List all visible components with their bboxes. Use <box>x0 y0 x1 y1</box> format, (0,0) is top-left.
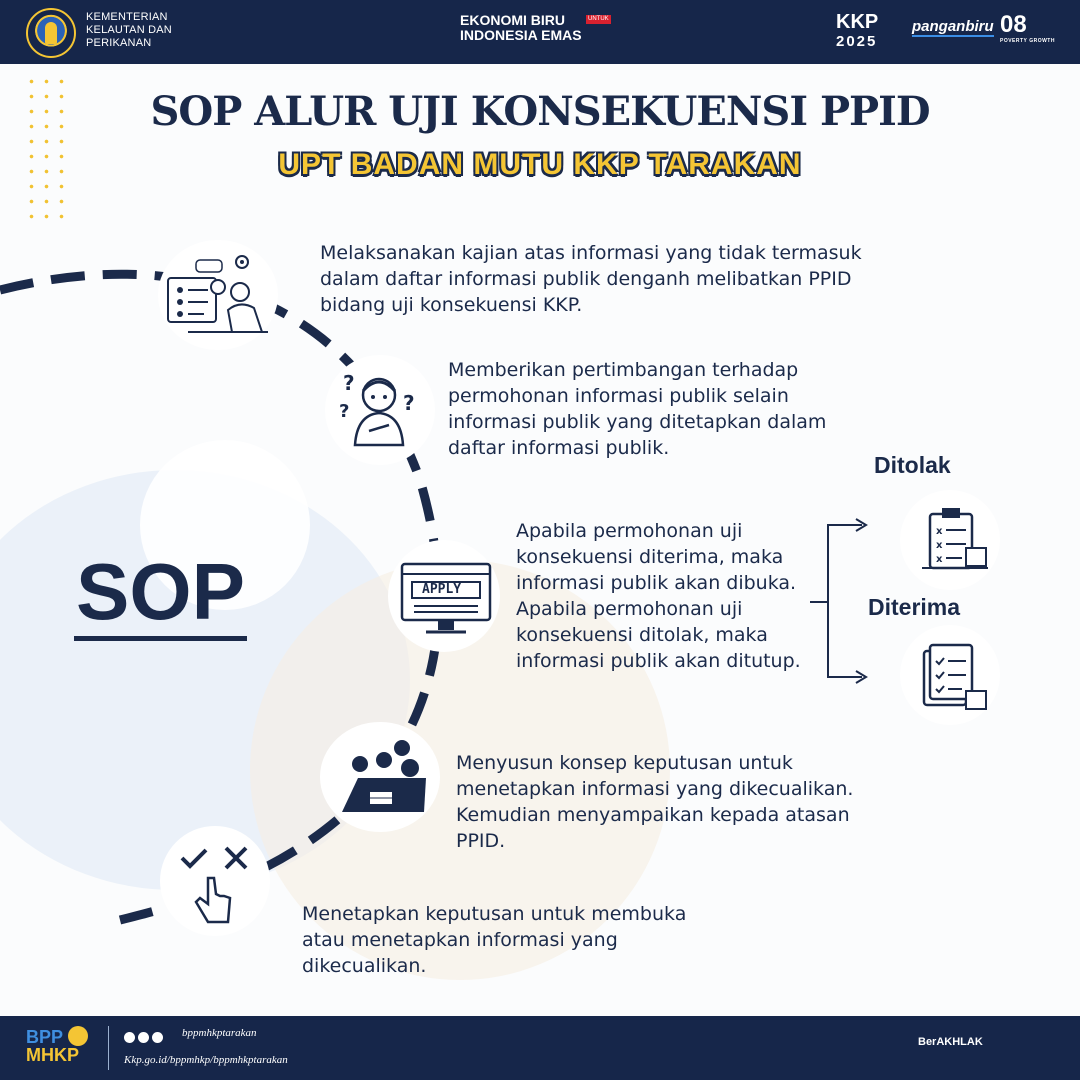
instagram-icon[interactable] <box>152 1032 163 1043</box>
step-4-text: Menyusun konsep keputusan untuk menetapkan informasi yang dikecualikan. Kemudian menyampaikan kepada atasan PPID. <box>456 752 854 852</box>
social-handle[interactable]: bppmhkptarakan <box>182 1027 257 1039</box>
step-2-text: Memberikan pertimbangan terhadap permohonan informasi publik selain informasi publik yang ditetapkan dalam daftar informasi publik. <box>448 359 827 459</box>
growth-number: 08 <box>1000 11 1027 38</box>
berakhlak-text: BerAKHLAK <box>918 1036 983 1048</box>
kkp-badge-text: KKP <box>836 11 879 33</box>
svg-text:x: x <box>936 526 943 537</box>
check-cross-hand-icon <box>160 826 270 936</box>
growth-logo <box>1000 12 1055 45</box>
ministry-name <box>86 11 206 50</box>
svg-text:x: x <box>936 554 943 565</box>
rejected-clipboard-icon <box>900 490 1000 590</box>
facebook-icon[interactable] <box>138 1032 149 1043</box>
step-5-text: Menetapkan keputusan untuk membuka atau menetapkan informasi yang dikecualikan. <box>302 903 687 977</box>
confused-person-icon <box>325 355 435 465</box>
svg-text:?: ? <box>403 391 415 415</box>
campaign-untuk: UNTUK <box>588 16 609 22</box>
rejected-label: Ditolak <box>874 452 951 478</box>
mhkp-text: MHKP <box>26 1045 79 1065</box>
campaign-line-2: INDONESIA EMAS <box>460 27 582 43</box>
step-1-text: Melaksanakan kajian atas informasi yang tidak termasuk dalam daftar informasi publik denganh melibatkan PPID bidang uji konsekuensi KKP. <box>320 242 862 316</box>
ministry-line-2: KELAUTAN DAN <box>86 24 172 36</box>
page-subtitle: UPT BADAN MUTU KKP TARAKAN <box>278 148 802 181</box>
growth-caption: POVERTY GROWTH <box>1000 38 1055 44</box>
svg-text:?: ? <box>343 371 355 395</box>
header-bar <box>0 0 1080 64</box>
ministry-line-3: PERIKANAN <box>86 37 152 49</box>
bpp-mhkp-logo <box>26 1028 79 1064</box>
kkp-2025-logo <box>836 12 878 52</box>
garuda-logo-icon <box>26 8 76 58</box>
panganbiru-logo: panganbiru <box>912 18 994 35</box>
page-title: SOP ALUR UJI KONSEKUENSI PPID <box>150 88 930 135</box>
apply-label: APPLY <box>422 582 462 597</box>
person-at-computer-icon <box>158 240 278 350</box>
website-link[interactable]: Kkp.go.id/bppmhkp/bppmhkptarakan <box>124 1054 288 1066</box>
bpp-text: BPP <box>26 1027 64 1047</box>
footer-divider <box>108 1026 109 1070</box>
accepted-clipboard-icon <box>900 625 1000 725</box>
campaign-logo <box>460 13 630 43</box>
berakhlak-logo <box>918 1036 983 1048</box>
twitter-icon[interactable] <box>124 1032 135 1043</box>
social-icons <box>124 1028 166 1047</box>
sop-heading: SOP <box>74 548 247 641</box>
step-3-text: Apabila permohonan uji konsekuensi diterima, maka informasi publik akan dibuka. Apabila permohonan uji konsekuensi ditolak, maka informasi publik akan ditutup. <box>516 520 801 672</box>
svg-text:x: x <box>936 540 943 551</box>
footer-bar <box>0 1016 1080 1080</box>
campaign-line-1: EKONOMI BIRU <box>460 12 565 28</box>
accepted-label: Diterima <box>868 594 961 620</box>
kkp-badge-year: 2025 <box>836 33 878 50</box>
ministry-line-1: KEMENTERIAN <box>86 11 168 23</box>
svg-text:?: ? <box>339 401 350 422</box>
apply-monitor-icon <box>388 540 500 652</box>
meeting-icon <box>320 722 440 832</box>
